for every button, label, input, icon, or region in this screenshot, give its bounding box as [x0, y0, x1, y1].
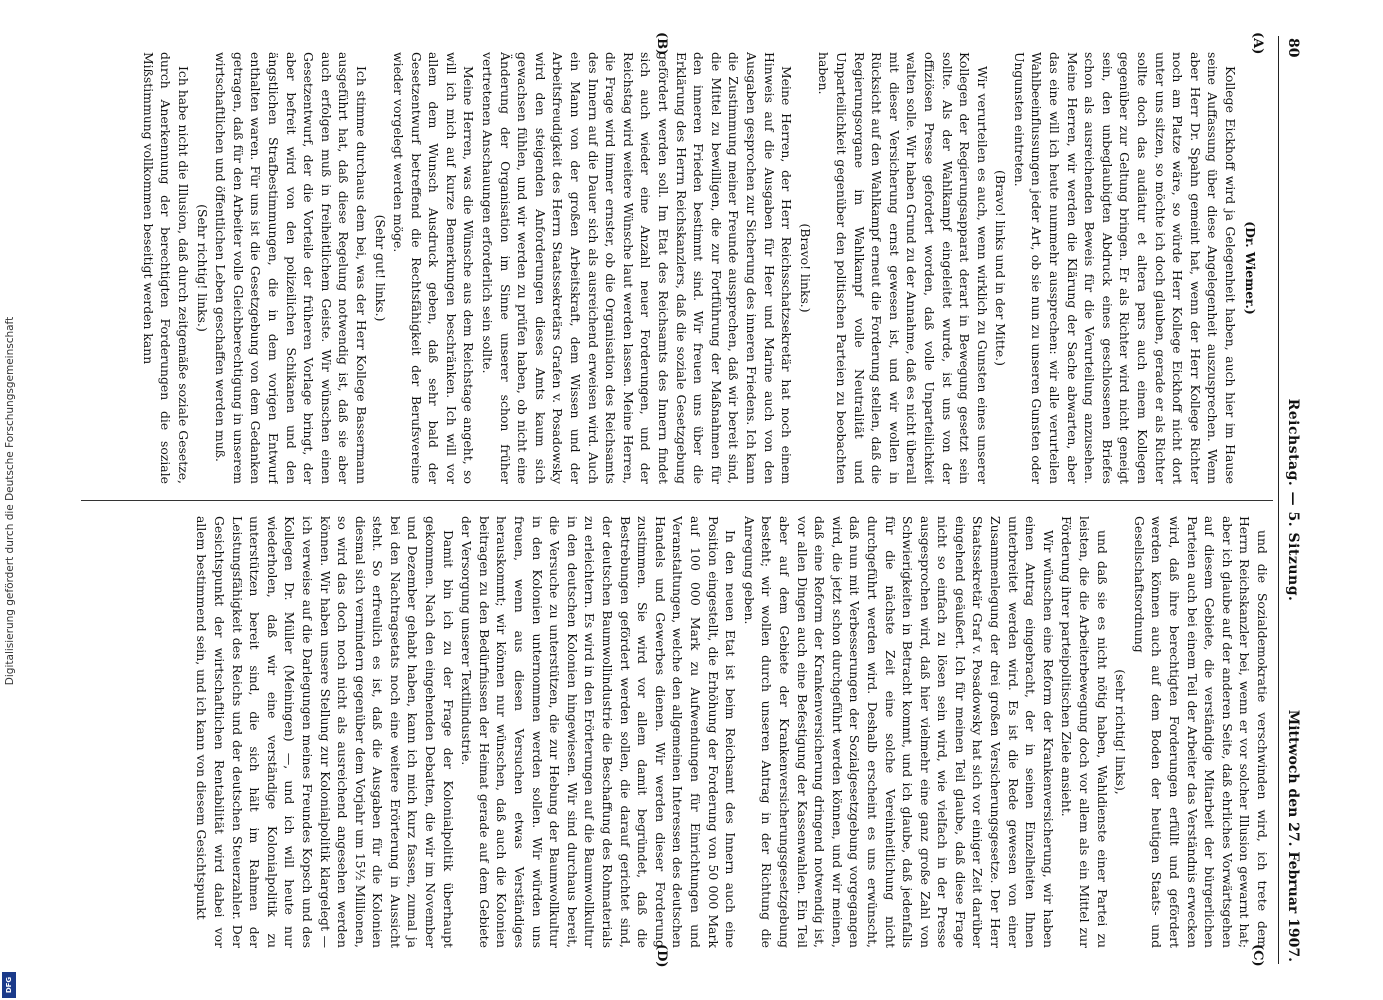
dfg-logo: DFG [2, 972, 16, 998]
margin-marker-c: (C) [1250, 944, 1265, 967]
paragraph: Wir wünschen eine Reform der Krankenversicherung, wir haben einen Antrag eingebracht, der in seinen Einzelheiten Ihnen unterbreitet werden wird. Es ist die Rede gewesen von einer Zusammenlegung der drei großen Versicherungsgesetze. Der Herr Staatssekretär Graf v. Posadowsky hat sich vor einiger Zeit darüber eingehend geäußert. Ich für meinen Teil glaube, daß diese Frage nicht so einfach zu lösen sein wird, wie vielfach in der Presse ausgesprochen wird, daß hier vielmehr eine ganz große Zahl von Schwierigkeiten in Betracht kommt, und ich glaube, daß jedenfalls für die nächste Zeit eine solche Vereinheitlichung nicht durchgeführt werden wird. Deshalb erscheint es uns erwünscht, daß nun mit Verbesserungen der Sozialgesetzgebung vorgegangen wird, die jetzt schon durchgeführt werden können, und wir meinen, daß eine Reform der Krankenversicherung dringend notwendig ist, vor allen Dingen auch eine Befestigung der Kassenwahlen. Ein Teil aber auf dem Gebiete der Krankenversicherungsgesetzgebung besteht; wir wollen durch unseren Antrag in der Richtung die Anregung geben. [741, 516, 1056, 948]
margin-marker-d: (D) [654, 944, 669, 968]
paragraph: und die Sozialdemokratie verschwinden wird, ich trete dem Herrn Reichskanzler bei, wenn er vor solcher Illusion gewarnt hat; aber ich glaube auf der anderen Seite, daß ehrliches Vorwärtsgehen auf diesem Gebiete, die verständige Mitarbeit der bürgerlichen Parteien auch bei einem Teil der Arbeiter das Verständnis erwecken wird, daß ihre berechtigten Forderungen erfüllt und gefördert werden können auch auf dem Boden der heutigen Staats- und Gesellschaftsordnung [1131, 516, 1270, 948]
running-title: Reichstag. — 5. Sitzung. [1285, 398, 1301, 602]
paragraph: Ich habe nicht die Illusion, daß durch zeitgemäße soziale Gesetze, durch Anerkennung der berechtigten Forderungen die soziale Mißstimmung vollkommen beseitigt werden kann [140, 52, 191, 484]
interjection: (Sehr gut! links.) [372, 214, 388, 322]
paragraph: Meine Herren, was die Wünsche aus dem Reichstage angeht, so will ich mich auf kurze Bemerkungen beschränken. Ich will vor allem dem Wunsch Ausdruck geben, daß sehr bald der Gesetzentwurf betreffend die Rechtsfähigkeit der Berufsvereine wieder vorgelegt werden möge. [391, 52, 477, 484]
paragraph: Kollege Eickhoff wird ja Gelegenheit haben, auch hier im Hause seine Auffassung über diese Angelegenheit auszusprechen. Wenn aber Herr Dr. Spahn gemeint hat, wenn der Herr Kollege Richter noch am Platze wäre, so würde Herr Kollege Eickhoff nicht dort unter uns sitzen, so möchte ich doch glauben, gerade er als Richter sollte doch das audiatur et altera pars auch einem Kollegen gegenüber zur Geltung bringen. Er als Richter wird nicht geneigt sein, den unbeglaubigten Abdruck eines geschlossenen Briefes schon als ausreichenden Beweis für die Verurteilung anzusehen. Meine Herren, wir werden die Klärung der Sache abwarten, aber das eine will ich heute nummehr aussprechen: wir alle verurteilen Wahlbeeinflussungen jeder Art, ob sie nun zu unseren Gunsten oder Ungunsten eintreten. [1011, 52, 1239, 484]
paragraph: Meine Herren, der Herr Reichsschatzsekretär hat noch einem Hinweis auf die Ausgaben für Heer und Marine auch von den Ausgaben gesprochen zur Sicherung des inneren Friedens. Ich kann die Zustimmung meiner Freunde aussprechen, daß wir bereit sind, die Mittel zu bewilligen, die zur Fortführung der Maßnahmen für den inneren Frieden bestimmt sind. Wir freuen uns über die Erklärung des Herrn Reichskanzlers, daß die soziale Gesetzgebung gefördert werden soll. Im Etat des Reichsamts des Innern findet sich auch wieder eine Anzahl neuer Forderungen, und der Reichstag wird weitere Wünsche laut werden lassen. Meine Herren, die Frage wird immer ernster, ob die Organisation des Reichsamts des Innern auf die Dauer sich als ausreichend erweisen wird. Auch ein Mann von der großen Arbeitskraft, dem Wissen und der Arbeitsfreudigkeit des Herrn Staatssekretärs Grafen v. Posadowsky wird den steigenden Anforderungen dieses Amts kaum sich gewachsen fühlen, und wir werden zu prüfen haben, ob nicht eine Änderung der Organisation im Sinne unserer schon früher vertretenen Anschauungen erforderlich sein sollte. [480, 52, 795, 484]
left-column [81, 52, 1271, 484]
page-number: 80 [1285, 38, 1301, 58]
paragraph: und daß sie es nicht nötig haben, Wahldienste einer Partei zu leisten, die die Arbeiterbewegung doch vor allem als ein Mittel zur Förderung ihrer parteipolitischen Ziele ansieht. [1059, 516, 1110, 948]
header-rule [1278, 36, 1279, 964]
page-header [1279, 30, 1301, 970]
speaker-name: (Dr. Wiemer.) [1242, 221, 1258, 315]
interjection: (Bravo! links.) [797, 223, 813, 313]
session-date: Mittwoch den 27. Februar 1907. [1285, 709, 1301, 962]
paragraph: Damit bin ich zu der Frage der Kolonialpolitik überhaupt gekommen. Nach den eingehenden Debatten, die wir im November und Dezember gehabt haben, kann ich mich kurz fassen, zumal ja bei den Nachtragsetats noch eine weitere Erörterung in Aussicht steht. So erfreulich es ist, daß die Ausgaben für die Kolonien diesmal sich vermindern gegenüber dem Vorjahr um 15½ Millionen, so wird das doch noch nicht als ausreichend angesehen werden können. Wir haben unsere Stellung zur Kolonialpolitik klargelegt — ich verweise auf die Darlegungen meines Freundes Kopsch und des Kollegen Dr. Müller (Meiningen) —, und ich will heute nur wiederholen, daß wir eine verständige Kolonialpolitik zu unterstützen bereit sind, die sich hält im Rahmen der Leistungsfähigkeit des Reichs und der deutschen Steuerzahler. Der Gesichtspunkt der wirtschaftlichen Rentabilität wird dabei vor allem bestimmend sein, und ich kann von diesem Gesichtspunkt [194, 516, 456, 948]
paragraph: Wir verurteilen es auch, wenn wirklich zu Gunsten eines unserer Kollegen der Regierungsapparat derart in Bewegung gesetzt sein sollte. Als der Wahlkampf eingeleitet wurde, ist uns von der offiziösen Presse gefordert worden, daß volle Unparteilichkeit walten solle. Wir haben Grund zu der Annahme, daß es nicht überall mit dieser Versicherung ernst gewesen ist, und wir wollen in Rücksicht auf den Wahlkampf erneut die Forderung stellen, daß die Regierungsorgane im Wahlkampf volle Neutralität und Unparteilichkeit gegenüber den politischen Parteien zu beobachten haben. [816, 52, 990, 484]
interjection: (sehr richtig! links), [1113, 669, 1129, 795]
interjection: (Bravo! links und in der Mitte.) [993, 170, 1009, 366]
paragraph: Ich stimme durchaus dem bei, was der Herr Kollege Bassermann ausgeführt hat, daß diese Regelung notwendig ist, daß sie aber auch erfolgen muß in freiheitlichem Geiste. Wir wünschen einen Gesetzentwurf, der die Vorteile der früheren Vorlage bringt, der aber befreit wird von den polizeilichen Schikanen und den ängstlichen Strafbestimmungen, die in dem vorigen Entwurf enthalten waren. Für uns ist die Gesetzgebung von dem Gedanken getragen, daß für den Arbeiter volle Gleichberechtigung in unserem wirtschaftlichen und öffentlichen Leben geschaffen werden muß. [213, 52, 369, 484]
paragraph: In den neuen Etat ist beim Reichsamt des Innern auch eine Position eingestellt, die Erhöhung der Forderung von 50 000 Mark auf 100 000 Mark zu Aufwendungen für Einrichtungen und Veranstaltungen, welche den allgemeinen Interessen des deutschen Handels und Gewerbes dienen. Wir werden dieser Forderung zustimmen. Sie wird vor allem damit begründet, daß die Bestrebungen gefördert werden sollen, die darauf gerichtet sind, der deutschen Baumwollindustrie die Beschaffung des Rohmaterials zu erleichtern. Es wird in den Erörterungen auf die Baumwollkultur in den deutschen Kolonien hingewiesen. Wir sind durchaus bereit, die Versuche zu unterstützen, die zur Hebung der Baumwollkultur in den Kolonien unternommen werden sollen. Wir würden uns freuen, wenn aus diesen Versuchen etwas Verständiges herauskommt; wir können nur wünschen, daß auch die Kolonien beitragen zu den Bedürfnissen der Heimat gerade auf dem Gebiete der Versorgung unserer Textilindustrie. [459, 516, 739, 948]
digitization-credit: Digitalisierung gefördert durch die Deutsche Forschungsgemeinschaft [4, 316, 16, 686]
margin-marker-b: (B) [654, 32, 669, 56]
column-divider [81, 500, 1273, 501]
right-column [81, 516, 1271, 948]
interjection: (Sehr richtig! links.) [194, 204, 210, 332]
margin-marker-a: (A) [1250, 32, 1265, 55]
newspaper-page [73, 30, 1309, 970]
